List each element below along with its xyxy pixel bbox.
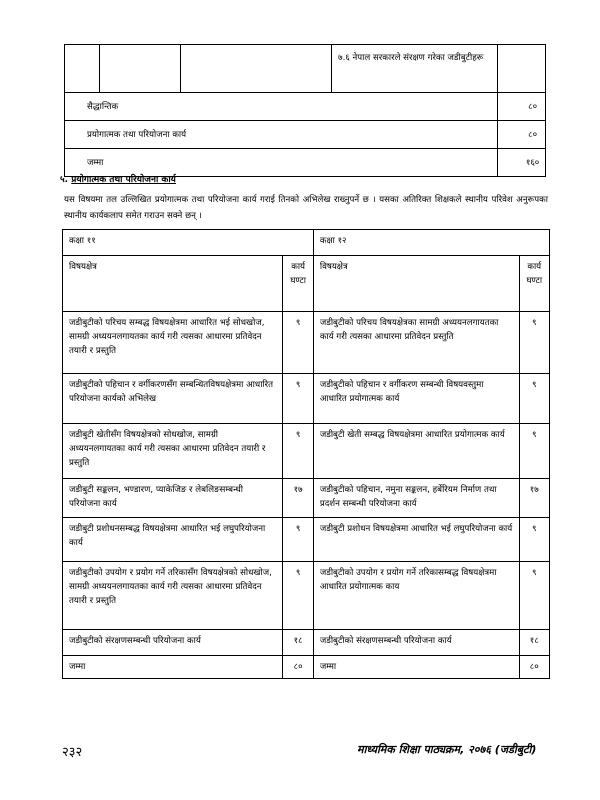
table-cell (181, 45, 332, 93)
activity-cell: जडीबुटी खेतीसँग विषयक्षेत्रको सोधखोज, सामग्री अध्ययनलगायतका कार्य गरी त्यसका आधारमा प्रतिवेदन तयारी र प्रस्तुति (63, 424, 283, 479)
activity-cell: जडीबुटी प्रशोधनसम्बद्ध विषयक्षेत्रमा आधारित भई लघुपरियोजना कार्य (63, 518, 283, 562)
activity-cell: जडीबुटीको संरक्षणसम्बन्धी परियोजना कार्य (313, 630, 519, 656)
table-row (63, 424, 550, 479)
total-label: जम्मा (63, 656, 283, 679)
table-row (65, 93, 546, 121)
table-row (63, 656, 550, 679)
hours-cell: ९ (519, 562, 549, 630)
topic-cell: ७.६ नेपाल सरकारले संरक्षण गरेका जडीबुटीहरू (332, 45, 498, 93)
table-cell (99, 45, 181, 93)
column-header: कार्य घण्टा (519, 256, 549, 312)
table-row (63, 312, 550, 374)
row-value: ८० (498, 121, 546, 149)
section-heading (60, 172, 176, 185)
section-title: प्रयोगात्मक तथा परियोजना कार्य (71, 175, 176, 185)
hours-cell: ९ (519, 518, 549, 562)
hours-cell: १८ (519, 630, 549, 656)
row-label: प्रयोगात्मक तथा परियोजना कार्य (65, 121, 498, 149)
activity-cell: जडीबुटीको पहिचान र वर्गीकरण सम्बन्धी विषयवस्तुमा आधारित प्रयोगात्मक कार्य (313, 374, 519, 424)
row-label: जम्मा (65, 149, 498, 177)
total-hours: ८० (519, 656, 549, 679)
grade-11-header: कक्षा ११ (63, 230, 314, 256)
activity-cell: जडीबुटीको पहिचान र वर्गीकरणसँग सम्बन्धितविषयक्षेत्रमा आधारित परियोजना कार्यको अभिलेख (63, 374, 283, 424)
row-label: सैद्धान्तिक (65, 93, 498, 121)
summary-table (64, 44, 546, 177)
activity-cell: जडीबुटीको संरक्षणसम्बन्धी परियोजना कार्य (63, 630, 283, 656)
total-label: जम्मा (313, 656, 519, 679)
hours-cell: ९ (283, 518, 313, 562)
hours-cell: ९ (283, 374, 313, 424)
hours-cell: १७ (283, 479, 313, 518)
table-row (65, 121, 546, 149)
hours-cell: १७ (519, 479, 549, 518)
hours-cell: १८ (283, 630, 313, 656)
activity-cell: जडीबुटी खेती सम्बद्ध विषयक्षेत्रमा आधारित प्रयोगात्मक कार्य (313, 424, 519, 479)
row-value: १६० (498, 149, 546, 177)
table-row (63, 479, 550, 518)
table-cell (65, 45, 100, 93)
section-paragraph: यस विषयमा तल उल्लिखित प्रयोगात्मक तथा परियोजना कार्य गराई तिनको अभिलेख राख्नुपर्ने छ । यसका अतिरिक्त शिक्षकले स्थानीय परिवेश अनुरूपका स्थानीय कार्यकलाप समेत गराउन सक्ने छन् । (64, 195, 548, 221)
activity-cell: जडीबुटीको पहिचान, नमुना सङ्कलन, हर्बेरियम निर्माण तथा प्रदर्शन सम्बन्धी परियोजना कार्य (313, 479, 519, 518)
table-row (63, 230, 550, 256)
total-hours: ८० (283, 656, 313, 679)
activity-cell: जडीबुटीको उपयोग र प्रयोग गर्ने तरिकासँग विषयक्षेत्रको सोधखोज, सामग्री अध्ययनलगायतका कार्य गरी त्यसका आधारमा प्रतिवेदन तयारी र प्रस्तुति (63, 562, 283, 630)
activity-cell: जडीबुटीको परिचय विषयक्षेत्रका सामग्री अध्ययनलगायतका कार्य गरी त्यसका आधारमा प्रतिवेदन प्रस्तुति (313, 312, 519, 374)
table-row (63, 630, 550, 656)
grade-12-header: कक्षा १२ (313, 230, 549, 256)
activity-cell: जडीबुटीको उपयोग र प्रयोग गर्ने तरिकासम्बद्ध विषयक्षेत्रमा आधारित प्रयोगात्मक काय (313, 562, 519, 630)
table-row (63, 562, 550, 630)
hours-cell: ९ (519, 312, 549, 374)
section-number: ५. (60, 175, 69, 185)
row-value: ८० (498, 93, 546, 121)
hours-cell: ९ (283, 424, 313, 479)
footer-title: माध्यमिक शिक्षा पाठ्यक्रम, २०७६ (जडीबुटी) (357, 743, 537, 756)
hours-cell: ९ (519, 424, 549, 479)
activity-table (62, 229, 550, 679)
table-cell (498, 45, 546, 93)
table-row (63, 518, 550, 562)
hours-cell: ९ (283, 562, 313, 630)
column-header: विषयक्षेत्र (313, 256, 519, 312)
column-header: कार्य घण्टा (283, 256, 313, 312)
hours-cell: ९ (283, 312, 313, 374)
activity-cell: जडीबुटी सङ्कलन, भण्डारण, प्याकेजिङ र लेबलिङसम्बन्धी परियोजना कार्य (63, 479, 283, 518)
table-row (63, 374, 550, 424)
table-row (65, 45, 546, 93)
column-header: विषयक्षेत्र (63, 256, 283, 312)
hours-cell: ९ (519, 374, 549, 424)
page-number: २३२ (62, 745, 83, 760)
table-row (63, 256, 550, 312)
activity-cell: जडीबुटी प्रशोधन विषयक्षेत्रमा आधारित भई लघुपरियोजना कार्य (313, 518, 519, 562)
activity-cell: जडीबुटीको परिचय सम्बद्ध विषयक्षेत्रमा आधारित भई सोधखोज, सामग्री अध्ययनलगायतका कार्य गरी त्यसका आधारमा प्रतिवेदन तयारी र प्रस्तुति (63, 312, 283, 374)
